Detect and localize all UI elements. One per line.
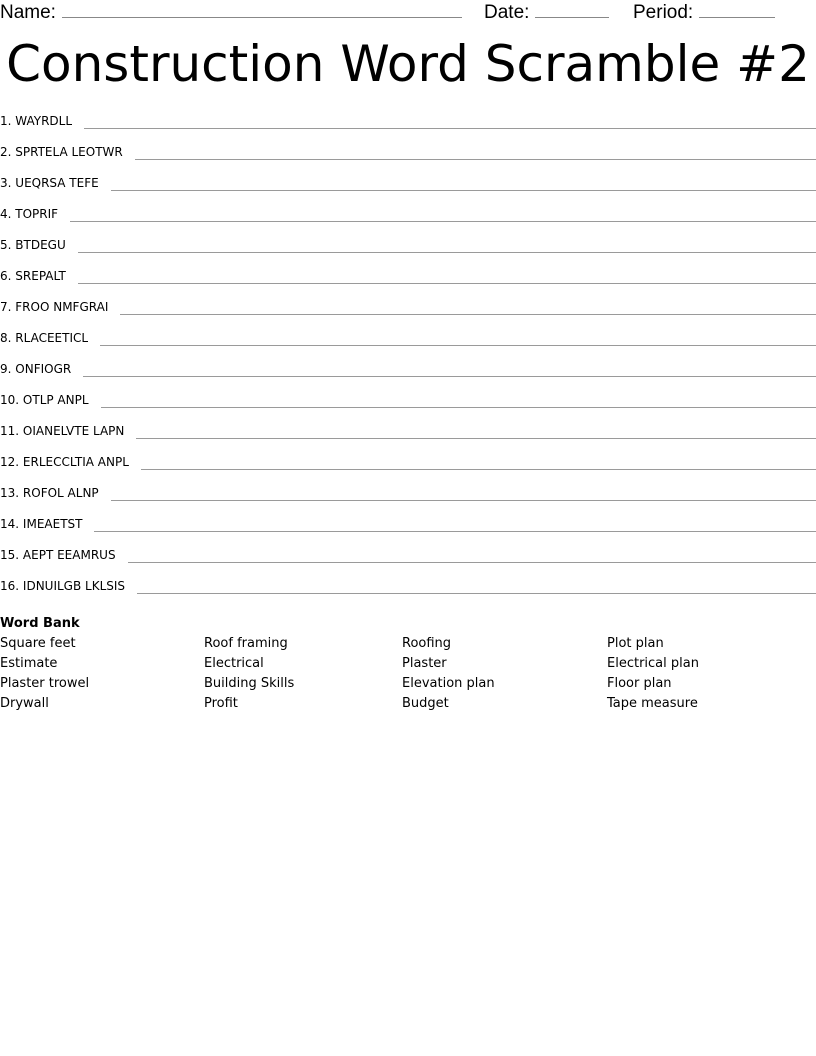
word-bank-grid (0, 634, 816, 714)
word-bank-column (402, 634, 495, 714)
word-bank-word: Tape measure (607, 696, 698, 711)
scrambled-word: BTDEGU (15, 238, 66, 252)
scramble-label (0, 391, 101, 409)
word-bank (0, 614, 816, 714)
scramble-label (0, 515, 94, 533)
scrambled-word: ERLECCLTIA ANPL (22, 455, 129, 469)
scramble-item (0, 577, 816, 608)
scramble-item (0, 205, 816, 236)
scramble-label (0, 298, 120, 316)
answer-line[interactable] (70, 205, 816, 222)
answer-line[interactable] (94, 515, 816, 532)
scramble-item (0, 484, 816, 515)
date-label: Date: (484, 2, 530, 23)
word-bank-word: Plot plan (607, 636, 664, 651)
scramble-number: 3. (0, 176, 12, 190)
scrambled-word: AEPT EEAMRUS (22, 548, 116, 562)
word-bank-word: Floor plan (607, 676, 672, 691)
period-blank-line[interactable] (699, 0, 775, 18)
scramble-item (0, 422, 816, 453)
scramble-number: 2. (0, 145, 12, 159)
scramble-item (0, 143, 816, 174)
word-bank-word: Electrical plan (607, 656, 699, 671)
answer-line[interactable] (111, 174, 816, 191)
scramble-item (0, 112, 816, 143)
scrambled-word: RLACEETICL (15, 331, 89, 345)
date-field[interactable] (484, 0, 609, 24)
scramble-item (0, 174, 816, 205)
scramble-number: 1. (0, 114, 12, 128)
scrambled-word: SREPALT (15, 269, 66, 283)
date-blank-line[interactable] (535, 0, 609, 18)
scramble-number: 10. (0, 393, 20, 407)
answer-line[interactable] (111, 484, 816, 501)
scramble-number: 14. (0, 517, 20, 531)
scramble-label (0, 267, 78, 285)
word-bank-word: Building Skills (204, 676, 295, 691)
scramble-item (0, 453, 816, 484)
scrambled-word: FROO NMFGRAI (15, 300, 109, 314)
answer-line[interactable] (83, 360, 816, 377)
scramble-item (0, 236, 816, 267)
word-bank-word: Roof framing (204, 636, 288, 651)
scrambled-word: IDNUILGB LKLSIS (22, 579, 126, 593)
answer-line[interactable] (100, 329, 816, 346)
word-bank-title: Word Bank (0, 616, 80, 631)
scramble-number: 8. (0, 331, 12, 345)
scramble-label (0, 453, 141, 471)
scramble-label (0, 484, 111, 502)
answer-line[interactable] (136, 422, 816, 439)
answer-line[interactable] (78, 236, 816, 253)
scramble-label (0, 112, 84, 130)
scrambled-word: OTLP ANPL (22, 393, 89, 407)
scramble-label (0, 236, 78, 254)
scramble-item (0, 391, 816, 422)
answer-line[interactable] (141, 453, 816, 470)
scramble-label (0, 422, 136, 440)
scramble-number: 7. (0, 300, 12, 314)
word-bank-word: Estimate (0, 656, 58, 671)
scramble-item (0, 515, 816, 546)
word-bank-word: Roofing (402, 636, 452, 651)
scramble-number: 12. (0, 455, 20, 469)
word-bank-word: Square feet (0, 636, 76, 651)
scramble-label (0, 205, 70, 223)
name-field[interactable] (0, 0, 462, 24)
scrambled-word: UEQRSA TEFE (15, 176, 99, 190)
answer-line[interactable] (78, 267, 816, 284)
scrambled-word: SPRTELA LEOTWR (15, 145, 123, 159)
student-info-header (0, 0, 816, 24)
scrambled-word: IMEAETST (22, 517, 83, 531)
scramble-label (0, 143, 135, 161)
scramble-label (0, 577, 137, 595)
word-bank-word: Plaster (402, 656, 447, 671)
scrambled-word: OIANELVTE LAPN (22, 424, 125, 438)
scrambled-word: WAYRDLL (15, 114, 73, 128)
scramble-number: 15. (0, 548, 20, 562)
scramble-item (0, 329, 816, 360)
scramble-item (0, 298, 816, 329)
scramble-number: 16. (0, 579, 20, 593)
period-field[interactable] (633, 0, 775, 24)
word-bank-word: Plaster trowel (0, 676, 90, 691)
worksheet-title: Construction Word Scramble #2 (6, 35, 810, 93)
scramble-number: 11. (0, 424, 20, 438)
word-bank-word: Drywall (0, 696, 49, 711)
scramble-label (0, 546, 128, 564)
answer-line[interactable] (84, 112, 816, 129)
scrambled-word: ROFOL ALNP (22, 486, 99, 500)
scramble-number: 5. (0, 238, 12, 252)
word-bank-column (607, 634, 699, 714)
scramble-number: 13. (0, 486, 20, 500)
name-label: Name: (0, 2, 56, 23)
scrambled-word: TOPRIF (15, 207, 59, 221)
word-bank-word: Elevation plan (402, 676, 495, 691)
word-bank-column (0, 634, 89, 714)
answer-line[interactable] (120, 298, 816, 315)
scramble-list (0, 112, 816, 608)
scramble-number: 9. (0, 362, 12, 376)
answer-line[interactable] (128, 546, 816, 563)
word-bank-word: Budget (402, 696, 449, 711)
name-blank-line[interactable] (62, 0, 462, 18)
answer-line[interactable] (101, 391, 816, 408)
scramble-item (0, 360, 816, 391)
word-bank-word: Electrical (204, 656, 264, 671)
scramble-item (0, 546, 816, 577)
period-label: Period: (633, 2, 694, 23)
scramble-label (0, 329, 100, 347)
word-bank-column (204, 634, 294, 714)
word-bank-word: Profit (204, 696, 238, 711)
answer-line[interactable] (135, 143, 816, 160)
scramble-item (0, 267, 816, 298)
scrambled-word: ONFIOGR (15, 362, 72, 376)
answer-line[interactable] (137, 577, 816, 594)
scramble-label (0, 360, 83, 378)
scramble-number: 4. (0, 207, 12, 221)
scramble-number: 6. (0, 269, 12, 283)
scramble-label (0, 174, 111, 192)
